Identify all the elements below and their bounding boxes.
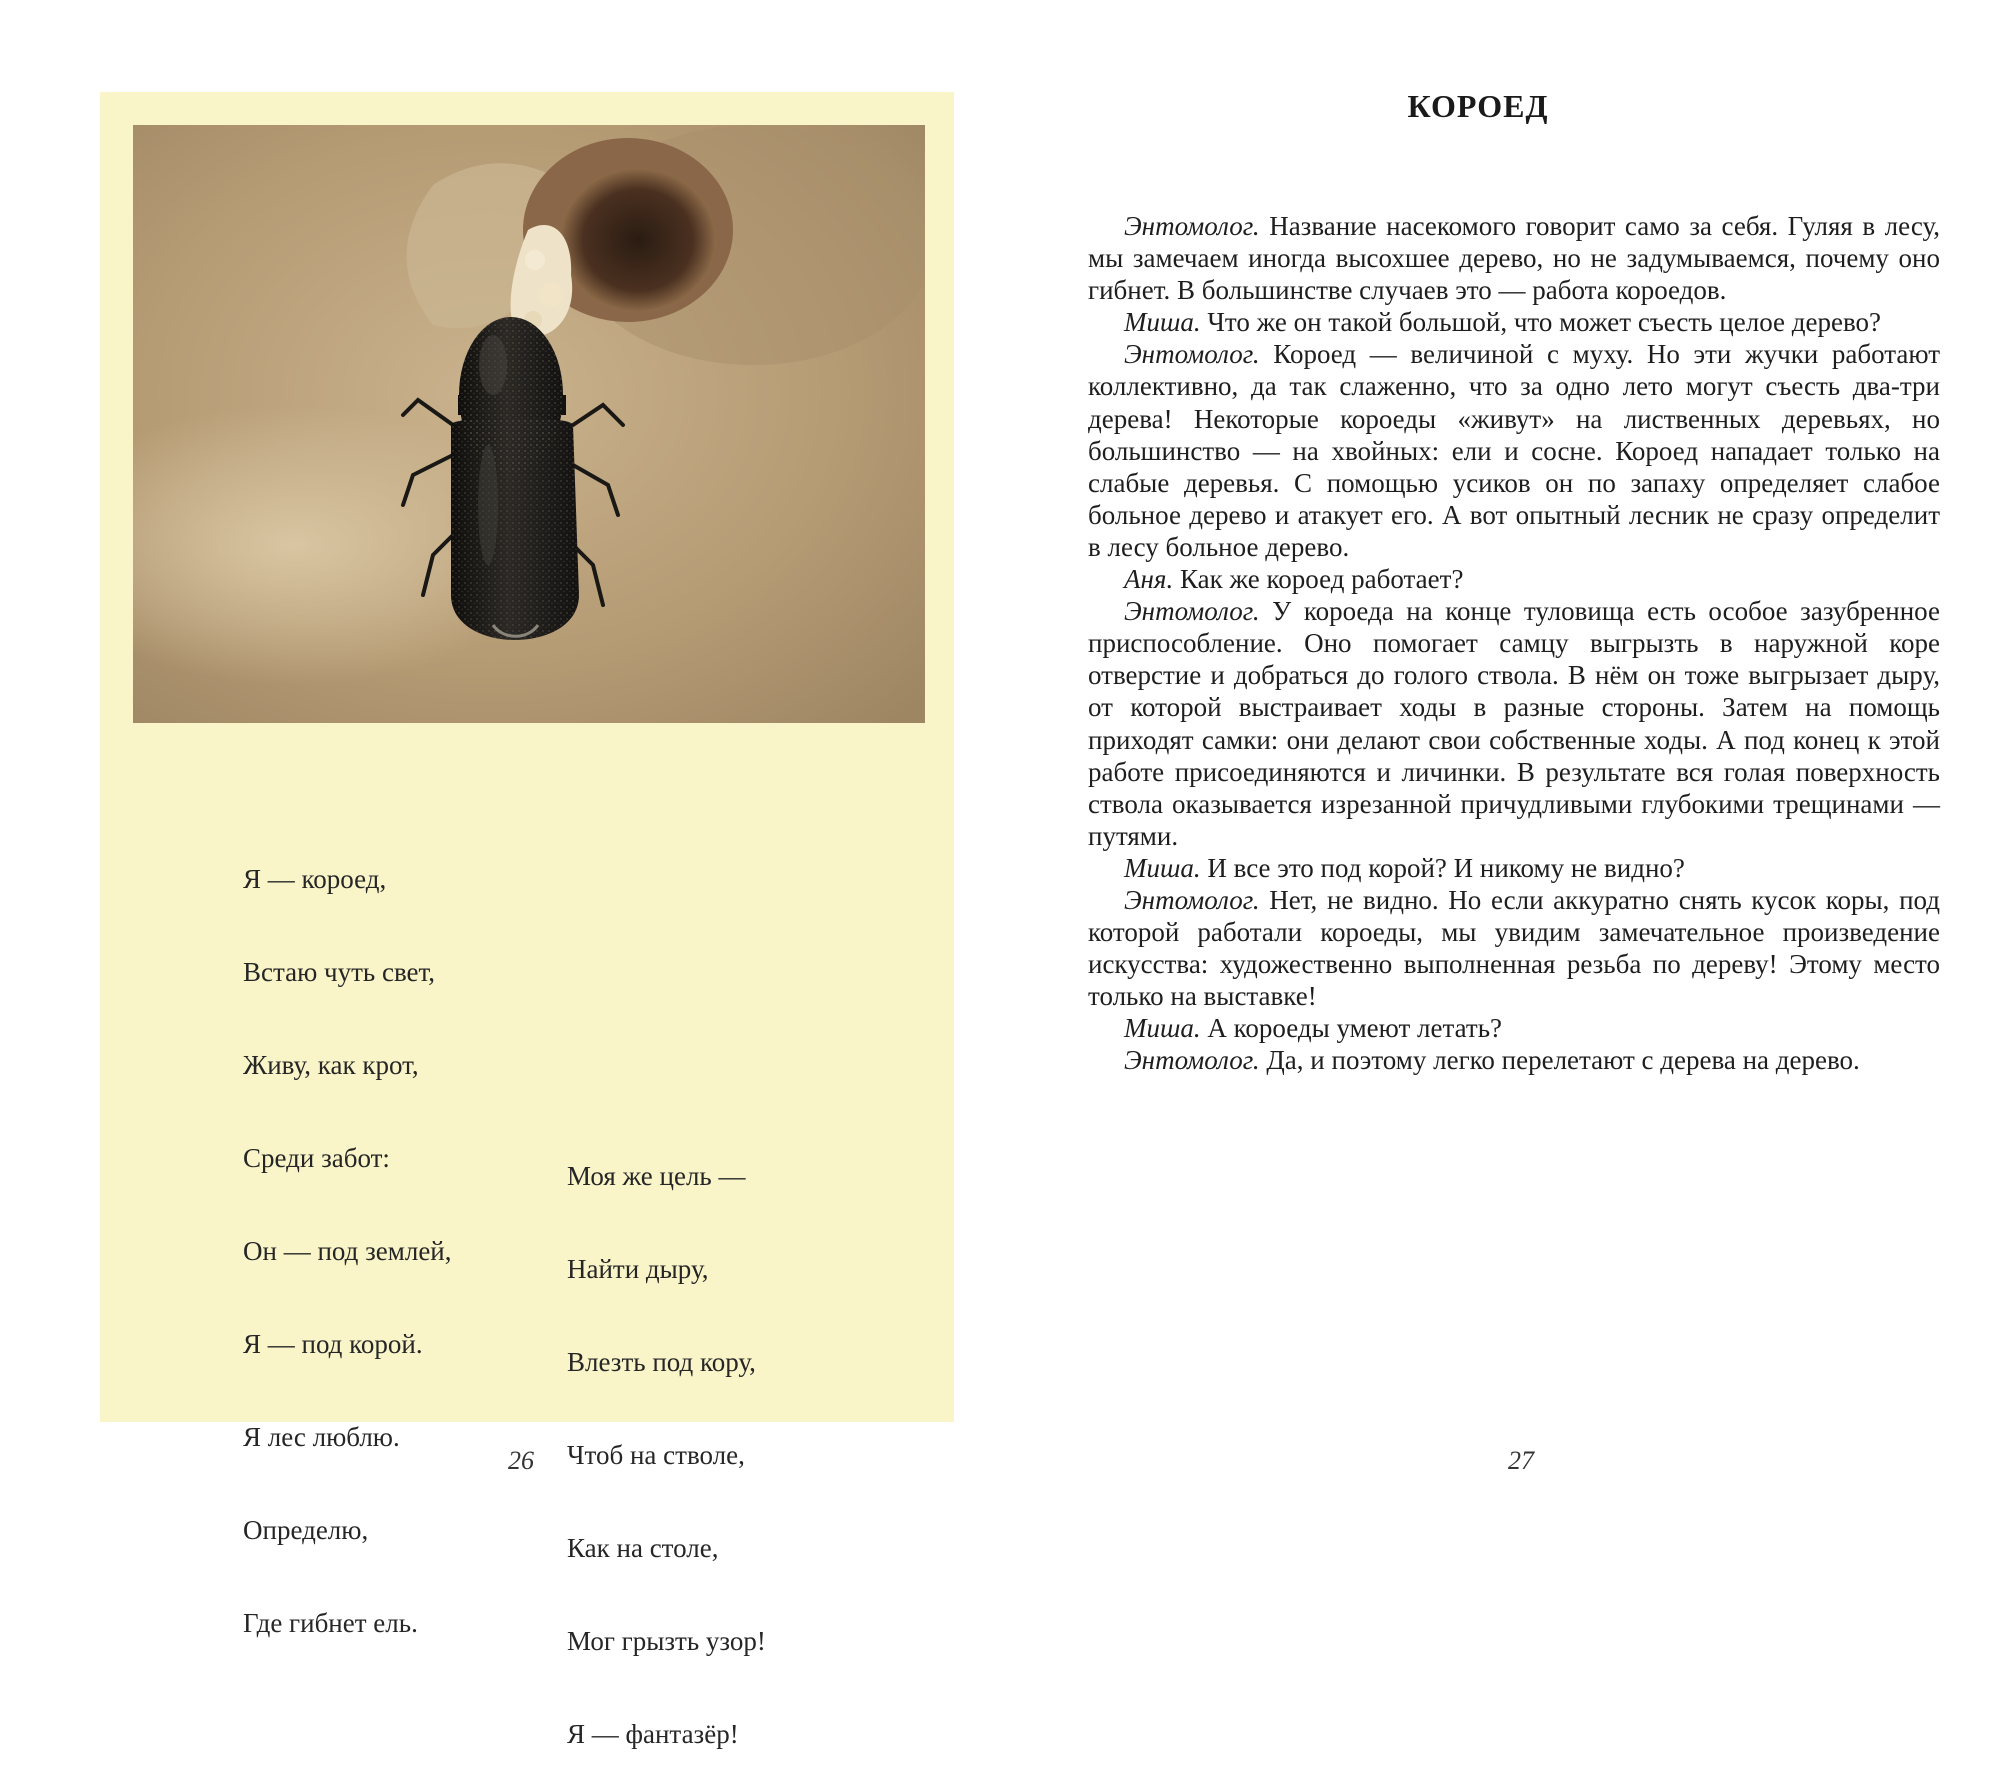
paragraph-text: Название насекомого говорит само за себя. Гуляя в лесу, мы замечаем иногда высохшее дерево, но не задумываемся, почему оно гибнет. В большинстве случаев это — работа короедов. [1088, 211, 1940, 306]
paragraph-text: Что же он такой большой, что может съесть целое дерево? [1200, 307, 1882, 338]
speaker-name: Энтомолог. [1124, 596, 1260, 627]
page-number-right: 27 [1508, 1446, 1534, 1475]
paragraph-text: И все это под корой? И никому не видно? [1200, 852, 1685, 883]
poem-line: Я — короед, [243, 864, 387, 894]
poem-line: Найти дыру, [567, 1254, 709, 1284]
speaker-name: Миша. [1124, 1013, 1201, 1044]
dialogue-paragraph [1088, 210, 1940, 306]
speaker-name: Энтомолог. [1124, 884, 1260, 915]
paragraph-text: Да, и поэтому легко перелетают с дерева на дерево. [1259, 1045, 1860, 1076]
dialogue-paragraph [1088, 563, 1940, 595]
poem-line: Встаю чуть свет, [243, 957, 436, 987]
dialogue-paragraph [1088, 852, 1940, 884]
dialogue-paragraph [1088, 884, 1940, 1012]
dialogue-paragraph [1088, 1044, 1940, 1076]
speaker-name: Энтомолог. [1124, 339, 1260, 370]
paragraph-text: Нет, не видно. Но если аккуратно снять кусок коры, под которой работали короеды, мы увидим замечательное произведение искусства: художественно выполненная резьба по дереву! Этому место только на выставке! [1088, 884, 1940, 1012]
poem-line: Я — под корой. [243, 1329, 423, 1359]
poem-line: Влезть под кору, [567, 1347, 756, 1377]
dialogue-text [1088, 210, 1940, 1077]
dialogue-paragraph [1088, 306, 1940, 338]
paragraph-text: А короеды умеют летать? [1200, 1013, 1503, 1044]
dialogue-paragraph [1088, 338, 1940, 563]
poem-line: Мог грызть узор! [567, 1626, 766, 1656]
poem-line: Определю, [243, 1515, 369, 1545]
poem-line: Чтоб на стволе, [567, 1440, 745, 1470]
poem-line: Я лес люблю. [243, 1422, 400, 1452]
dialogue-paragraph [1088, 1012, 1940, 1044]
poem-line: Где гибнет ель. [243, 1608, 418, 1638]
chapter-title: КОРОЕД [1407, 88, 1549, 124]
bark-beetle-photo [133, 125, 925, 723]
speaker-name: Энтомолог. [1124, 211, 1260, 241]
poem-line: Я — фантазёр! [567, 1719, 739, 1749]
page-number-left: 26 [508, 1446, 534, 1475]
poem-line: Среди забот: [243, 1143, 390, 1173]
speaker-name: Энтомолог. [1124, 1045, 1260, 1076]
speaker-name: Аня. [1124, 564, 1174, 595]
poem-line: Он — под землей, [243, 1236, 452, 1266]
poem-line: Живу, как крот, [243, 1050, 419, 1080]
poem-line: Моя же цель — [567, 1161, 746, 1191]
dialogue-paragraph [1088, 595, 1940, 852]
paragraph-text: У короеда на конце туловища есть особое зазубренное приспособление. Оно помогает самцу выгрызть в наружной коре отверстие и добраться до голого ствола. В нём он тоже выгрызает дыру, от которой выстраивает ходы в разные стороны. Затем на помощь приходят самки: они делают свои собственные ходы. А под конец к этой работе присоединяются и личинки. В результате вся голая поверхность ствола оказывается изрезанной причудливыми глубокими трещинами — путями. [1088, 596, 1940, 851]
poem-part-2 [567, 1099, 766, 1781]
paragraph-text: Короед — величиной с муху. Но эти жучки работают коллективно, да так слаженно, что за одно лето могут съесть два-три дерева! Некоторые короеды «живут» на лиственных деревьях, но большинство — на хвойных: ели и сосне. Короед нападает только на слабые деревья. С помощью усиков он по запаху определяет слабое больное дерево и атакует его. А вот опытный лесник не сразу определит в лесу больное дерево. [1088, 339, 1940, 562]
poem-line: Как на столе, [567, 1533, 719, 1563]
speaker-name: Миша. [1124, 307, 1201, 338]
poem-part-1 [243, 802, 452, 1670]
speaker-name: Миша. [1124, 852, 1201, 883]
paragraph-text: Как же короед работает? [1173, 564, 1464, 595]
